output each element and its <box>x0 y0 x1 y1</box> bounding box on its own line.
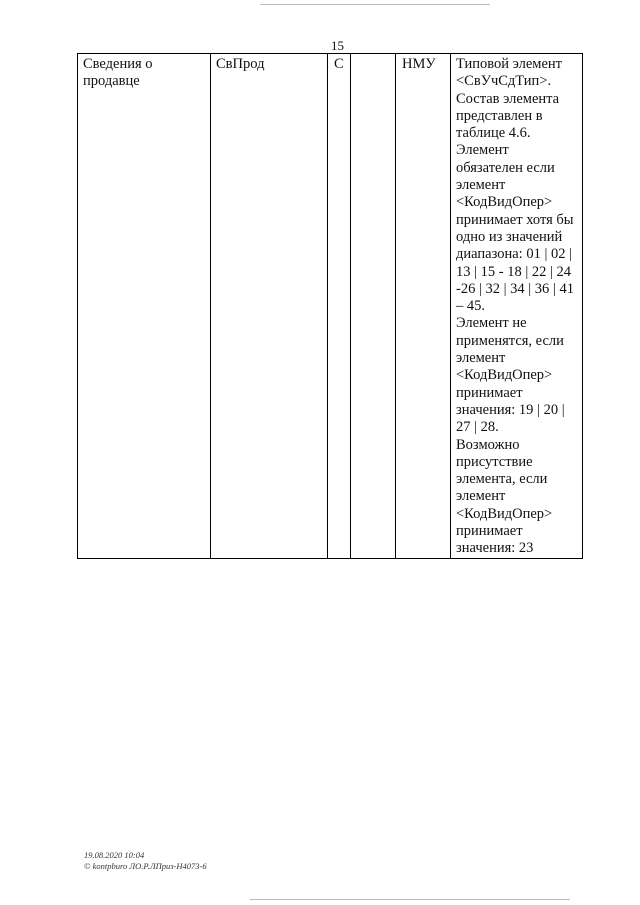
footer-source: © kontpburo ЛО.Р.ЛПриз-Н4073-6 <box>84 861 207 871</box>
description-line: присутствие <box>456 453 533 470</box>
description-line: Типовой элемент <box>456 56 562 72</box>
description-line: Элемент не <box>456 315 527 332</box>
description-line: <СвУчСдТип>. <box>456 73 552 90</box>
element-spec-table <box>77 53 583 559</box>
description-line: представлен в <box>456 107 543 124</box>
description-line: обязателен если <box>456 159 555 176</box>
table-row <box>78 54 583 559</box>
element-description-cell <box>451 54 583 559</box>
description-line: принимает <box>456 384 523 401</box>
description-line: 27 | 28. <box>456 419 499 436</box>
description-line: элемент <box>456 350 506 367</box>
description-line: значения: 23 <box>456 540 534 557</box>
description-line: <КодВидОпер> <box>456 505 553 522</box>
element-type-cell: С <box>328 54 351 559</box>
element-format-cell <box>351 54 396 559</box>
description-line: -26 | 32 | 34 | 36 | 41 <box>456 280 574 297</box>
description-line: элемент <box>456 488 506 505</box>
scan-bottom-edge <box>250 899 570 900</box>
description-line: значения: 19 | 20 | <box>456 401 565 418</box>
scan-top-edge <box>260 4 490 5</box>
document-footer <box>84 850 207 872</box>
description-line: <КодВидОпер> <box>456 194 553 211</box>
element-code-cell: СвПрод <box>211 54 328 559</box>
page-number: 15 <box>331 38 344 53</box>
element-status-cell: НМУ <box>396 54 451 559</box>
description-line: принимает хотя бы <box>456 211 574 228</box>
description-line: принимает <box>456 523 523 540</box>
footer-timestamp: 19.08.2020 10:04 <box>84 850 145 860</box>
description-line: таблице 4.6. <box>456 125 531 142</box>
description-line: элемента, если <box>456 471 548 488</box>
description-line: элемент <box>456 177 506 194</box>
description-line: Состав элемента <box>456 90 560 107</box>
element-name-cell: Сведения о продавце <box>78 54 211 559</box>
description-line: диапазона: 01 | 02 | <box>456 246 572 263</box>
description-line: одно из значений <box>456 228 563 245</box>
description-line: 13 | 15 - 18 | 22 | 24 <box>456 263 572 280</box>
description-line: <КодВидОпер> <box>456 367 553 384</box>
description-line: применятся, если <box>456 332 564 349</box>
description-line: – 45. <box>456 298 485 315</box>
description-line: Элемент <box>456 142 509 159</box>
description-line: Возможно <box>456 436 520 453</box>
